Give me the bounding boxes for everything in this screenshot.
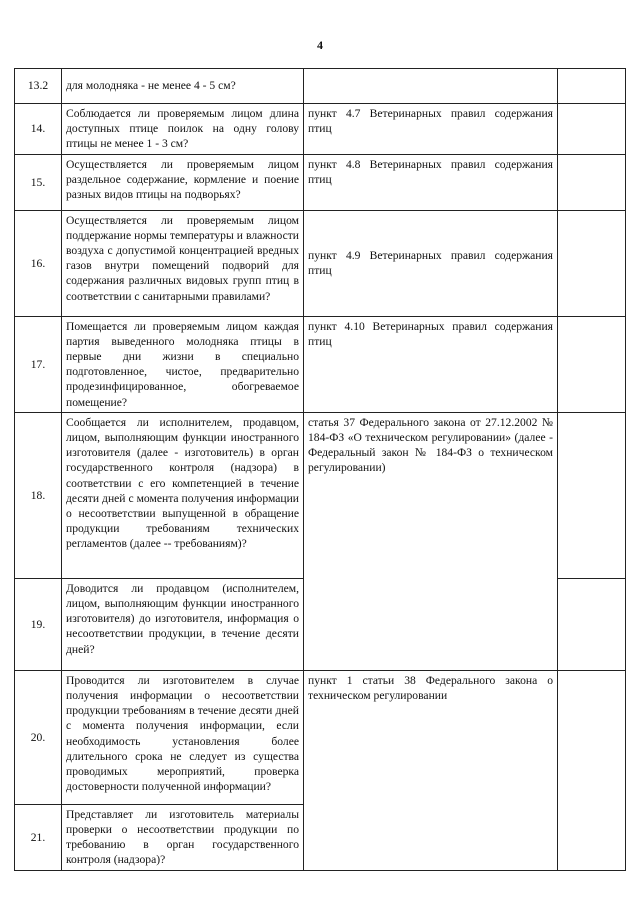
row-number: 13.2 [15, 69, 62, 104]
answer-cell [558, 104, 626, 155]
requirement-cell: пункт 4.9 Ветеринарных правил содержания птиц [304, 210, 558, 316]
row-number: 17. [15, 316, 62, 412]
row-number: 14. [15, 104, 62, 155]
row-number: 19. [15, 578, 62, 670]
row-number: 21. [15, 804, 62, 870]
row-number: 15. [15, 154, 62, 210]
table-row [15, 104, 626, 155]
table-row [15, 210, 626, 316]
answer-cell [558, 210, 626, 316]
row-number: 16. [15, 210, 62, 316]
page-number: 4 [317, 38, 323, 52]
row-number: 18. [15, 412, 62, 578]
requirement-cell [304, 69, 558, 104]
answer-cell [558, 670, 626, 870]
requirement-cell: пункт 1 статьи 38 Федерального закона о техническом регулировании [304, 670, 558, 870]
question-cell: Сообщается ли исполнителем, продавцом, лицом, выполняющим функции иностранного изготовителя (далее - изготовитель) в орган государственного контроля (надзора) в соответствии с его компетенцией в течение десяти дней с момента получения информации о несоответствии выпущенной в обращение продукции требованиям технических регламентов (далее -- требованиям)? [62, 412, 304, 578]
table-row [15, 69, 626, 104]
question-cell: Осуществляется ли проверяемым лицом поддержание нормы температуры и влажности воздуха с допустимой концентрацией вредных газов внутри помещений подворий для содержания различных видовых групп птиц в соответствии с санитарными правилами? [62, 210, 304, 316]
answer-cell [558, 578, 626, 670]
question-cell: Соблюдается ли проверяемым лицом длина доступных птице поилок на одну голову птицы не менее 1 - 3 см? [62, 104, 304, 155]
answer-cell [558, 412, 626, 578]
question-cell: Помещается ли проверяемым лицом каждая партия выведенного молодняка птицы в первые дни жизни в специально подготовленное, чистое, предварительно продезинфицированное, обогреваемое помещение? [62, 316, 304, 412]
checklist-table [14, 68, 626, 871]
answer-cell [558, 154, 626, 210]
question-cell: Осуществляется ли проверяемым лицом раздельное содержание, кормление и поение разных видов птицы на подворьях? [62, 154, 304, 210]
table-row [15, 154, 626, 210]
question-cell: Проводится ли изготовителем в случае получения информации о несоответствии продукции требованиям в течение десяти дней с момента получения информации, если необходимость установления более длительного срока не следует из существа проводимых мероприятий, проверка достоверности полученной информации? [62, 670, 304, 804]
requirement-cell: пункт 4.10 Ветеринарных правил содержания птиц [304, 316, 558, 412]
row-number: 20. [15, 670, 62, 804]
requirement-cell: пункт 4.8 Ветеринарных правил содержания птиц [304, 154, 558, 210]
question-cell: Представляет ли изготовитель материалы проверки о несоответствии продукции по требованию в орган государственного контроля (надзора)? [62, 804, 304, 870]
table-row [15, 670, 626, 804]
question-cell: для молодняка - не менее 4 - 5 см? [62, 69, 304, 104]
table-row [15, 316, 626, 412]
requirement-cell: статья 37 Федерального закона от 27.12.2002 № 184-ФЗ «О техническом регулировании» (далее - Федеральный закон № 184-ФЗ о техническом регулировании) [304, 412, 558, 670]
requirement-cell: пункт 4.7 Ветеринарных правил содержания птиц [304, 104, 558, 155]
answer-cell [558, 316, 626, 412]
table-row [15, 412, 626, 578]
question-cell: Доводится ли продавцом (исполнителем, лицом, выполняющим функции иностранного изготовителя) до изготовителя, информация о несоответствии продукции, в течение десяти дней? [62, 578, 304, 670]
answer-cell [558, 69, 626, 104]
